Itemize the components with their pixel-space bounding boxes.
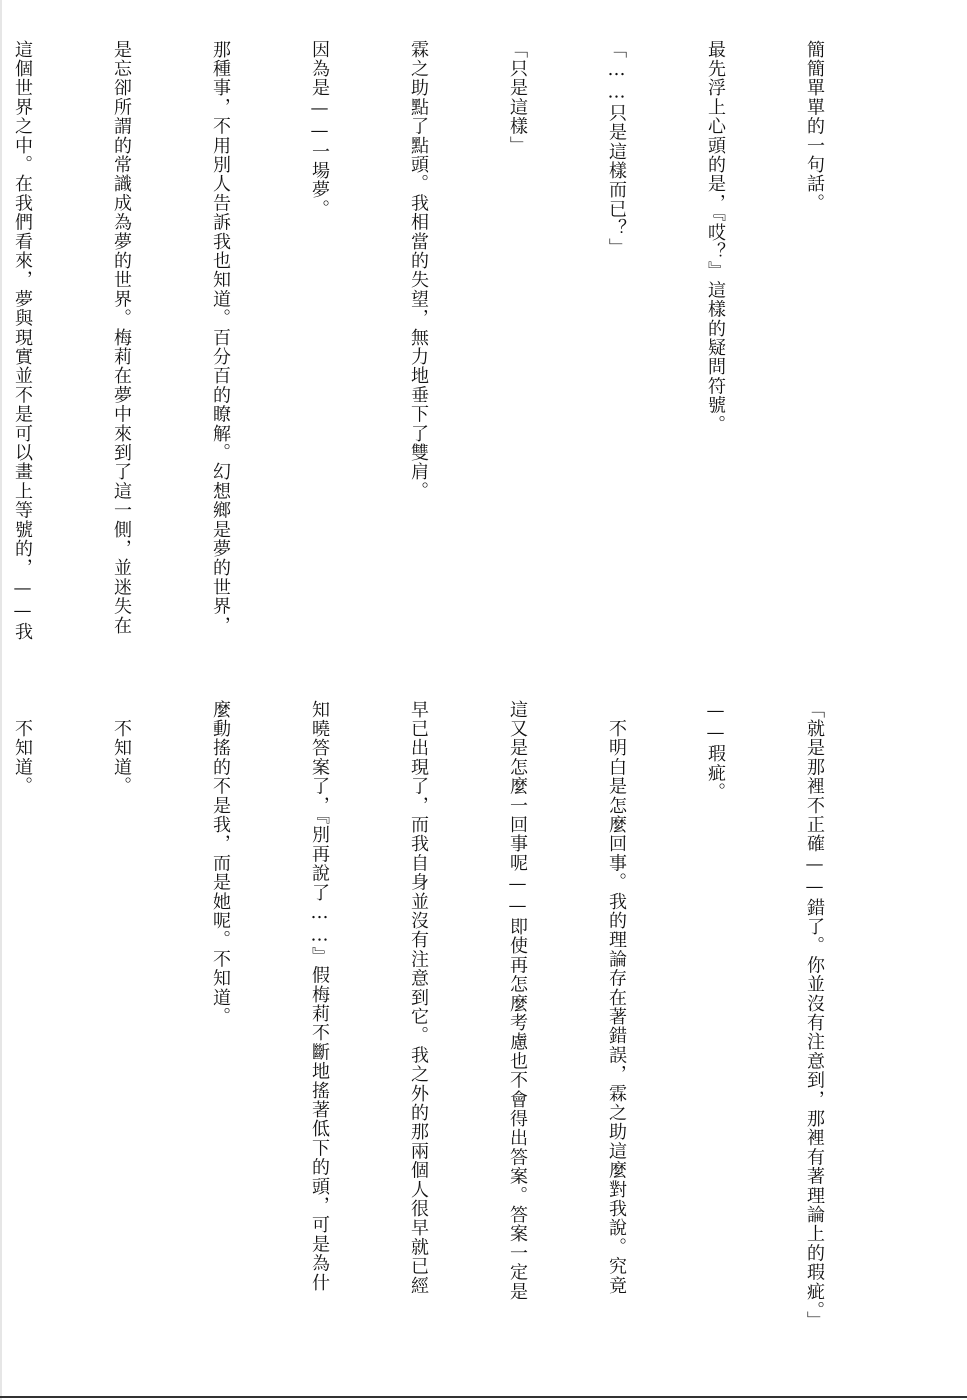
text-line: 這個世界之中。在我們看來，夢與現實並不是可以畫上等號的，——我: [12, 40, 33, 642]
text-line: 不明白是怎麼回事。我的理論存在著錯誤，霖之助這麼對我說。究竟: [606, 700, 627, 1296]
text-line: 最先浮上心頭的是，『哎？』這樣的疑問符號。: [705, 40, 726, 435]
text-line: 是忘卻所謂的常識成為夢的世界。梅莉在夢中來到了這一側，並迷失在: [111, 40, 132, 636]
text-line: 不知道。: [12, 700, 33, 796]
text-line: 早已出現了，而我自身並沒有注意到它。我之外的那兩個人很早就已經: [408, 700, 429, 1296]
text-line: 這又是怎麼一回事呢——即使再怎麼考慮也不會得出答案。答案一定是: [507, 700, 528, 1302]
text-line: ——瑕疵。: [705, 700, 726, 802]
text-line: 「只是這樣」: [507, 40, 528, 156]
text-line: 簡簡單單的一句話。: [804, 40, 825, 213]
text-line: 「就是那裡不正確——錯了。你並沒有注意到，那裡有著理論上的瑕疵。」: [804, 700, 825, 1331]
text-block-bottom: [12, 700, 897, 1331]
text-line: 不知道。: [111, 700, 132, 796]
text-line: 知曉答案了，『別再說了……』假梅莉不斷地搖著低下的頭，可是為什: [309, 700, 330, 1293]
text-line: 那種事，不用別人告訴我也知道。百分百的瞭解。幻想鄉是夢的世界，: [210, 40, 231, 636]
page-bottom-border: [0, 1396, 967, 1398]
text-line: 霖之助點了點頭。我相當的失望，無力地垂下了雙肩。: [408, 40, 429, 501]
text-block-top: [12, 40, 897, 670]
text-line: 麼動搖的不是我，而是她呢。不知道。: [210, 700, 231, 1027]
text-line: 「……只是這樣而已？」: [606, 40, 627, 258]
text-line: 因為是——一場夢。: [309, 40, 330, 219]
